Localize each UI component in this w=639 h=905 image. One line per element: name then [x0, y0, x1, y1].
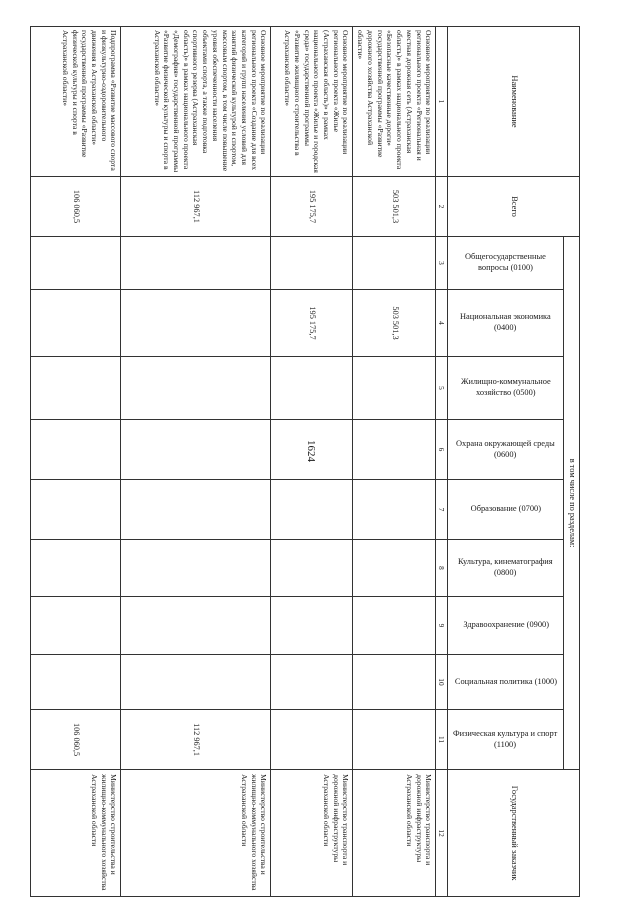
row-value [353, 420, 436, 480]
column-number: 8 [436, 540, 448, 597]
row-value [353, 655, 436, 710]
header-section: Социальная политика (1000) [448, 655, 564, 710]
row-value [353, 597, 436, 655]
budget-table [31, 26, 581, 897]
row-value [271, 420, 353, 480]
row-value [31, 540, 121, 597]
row-value [271, 710, 353, 770]
row-value [121, 480, 271, 540]
column-number: 3 [436, 237, 448, 290]
row-value [31, 655, 121, 710]
row-value: 503 501,3 [353, 290, 436, 357]
row-name: Основное мероприятие по реализации регионального проекта «Создание для всех категорий и групп населения условий для занятий физической культурой и спортом, массовым спортом, в том числе повышение уровня обеспеченности населения объектами спорта, а также подготовка спортивного резерва (Астраханская область)» в рамках национального проекта «Демография» государственной программы «Развитие физической культуры и спорта в Астраханской области» [121, 27, 271, 177]
table-row [31, 27, 121, 897]
row-total: 112 967,1 [121, 177, 271, 237]
row-value [271, 237, 353, 290]
header-total: Всего [448, 177, 580, 237]
row-value [271, 540, 353, 597]
row-customer: Министерство транспорта и дорожной инфраструктуры Астраханской области [353, 770, 436, 897]
header-section: Образование (0700) [448, 480, 564, 540]
row-value [353, 357, 436, 420]
row-value [121, 655, 271, 710]
header-including: в том числе по разделам: [564, 237, 580, 770]
row-value [121, 237, 271, 290]
column-number: 5 [436, 357, 448, 420]
row-value [271, 655, 353, 710]
page-number: 1624 [305, 440, 317, 462]
column-number: 1 [436, 27, 448, 177]
header-name: Наименование [448, 27, 580, 177]
row-value [31, 357, 121, 420]
header-section: Жилищно-коммунальное хозяйство (0500) [448, 357, 564, 420]
row-value [121, 540, 271, 597]
row-value [31, 480, 121, 540]
column-number: 12 [436, 770, 448, 897]
row-total: 195 175,7 [271, 177, 353, 237]
row-value [271, 597, 353, 655]
column-number: 9 [436, 597, 448, 655]
header-customer: Государственный заказчик [448, 770, 580, 897]
table-row [271, 27, 353, 897]
row-value [271, 357, 353, 420]
header-section: Здравоохранение (0900) [448, 597, 564, 655]
row-name: Основное мероприятие по реализации регионального проекта «Региональная и местная дорожная сеть (Астраханская область)» в рамках национального проекта «Безопасные качественные дороги» государственной программы «Развитие дорожного хозяйства Астраханской области» [353, 27, 436, 177]
row-value [31, 597, 121, 655]
column-number: 11 [436, 710, 448, 770]
row-value [353, 540, 436, 597]
row-value: 106 060,5 [31, 710, 121, 770]
column-number: 10 [436, 655, 448, 710]
row-value [121, 290, 271, 357]
row-value [271, 480, 353, 540]
row-value: 195 175,7 [271, 290, 353, 357]
column-number: 6 [436, 420, 448, 480]
row-total: 106 060,5 [31, 177, 121, 237]
table-row [121, 27, 271, 897]
row-name: Подпрограмма «Развитие массового спорта и физкультурно-оздоровительного движения в Астраханской области» государственной программы «Развитие физической культуры и спорта в Астраханской области» [31, 27, 121, 177]
row-name: Основное мероприятие по реализации регионального проекта «Жилье (Астраханская область)» в рамках национального проекта «Жилье и городская среда» государственной программы «Развитие жилищного строительства в Астраханской области» [271, 27, 353, 177]
row-value [31, 237, 121, 290]
row-value [31, 290, 121, 357]
row-value [353, 237, 436, 290]
header-section: Физическая культура и спорт (1100) [448, 710, 564, 770]
header-section: Охрана окружающей среды (0600) [448, 420, 564, 480]
header-section: Общегосударственные вопросы (0100) [448, 237, 564, 290]
header-section: Культура, кинематография (0800) [448, 540, 564, 597]
rotated-table-container [60, 26, 580, 896]
row-value [121, 357, 271, 420]
column-number: 2 [436, 177, 448, 237]
row-value [121, 420, 271, 480]
row-value [121, 597, 271, 655]
row-customer: Министерство строительства и жилищно-коммунального хозяйства Астраханской области [121, 770, 271, 897]
header-section: Национальная экономика (0400) [448, 290, 564, 357]
row-total: 503 501,3 [353, 177, 436, 237]
row-value [353, 710, 436, 770]
row-value: 112 967,1 [121, 710, 271, 770]
table-row [353, 27, 436, 897]
row-customer: Министерство транспорта и дорожной инфраструктуры Астраханской области [271, 770, 353, 897]
column-number: 7 [436, 480, 448, 540]
row-value [31, 420, 121, 480]
column-numbers-row [436, 27, 448, 897]
column-number: 4 [436, 290, 448, 357]
row-customer: Министерство строительства и жилищно-коммунального хозяйства Астраханской области [31, 770, 121, 897]
row-value [353, 480, 436, 540]
